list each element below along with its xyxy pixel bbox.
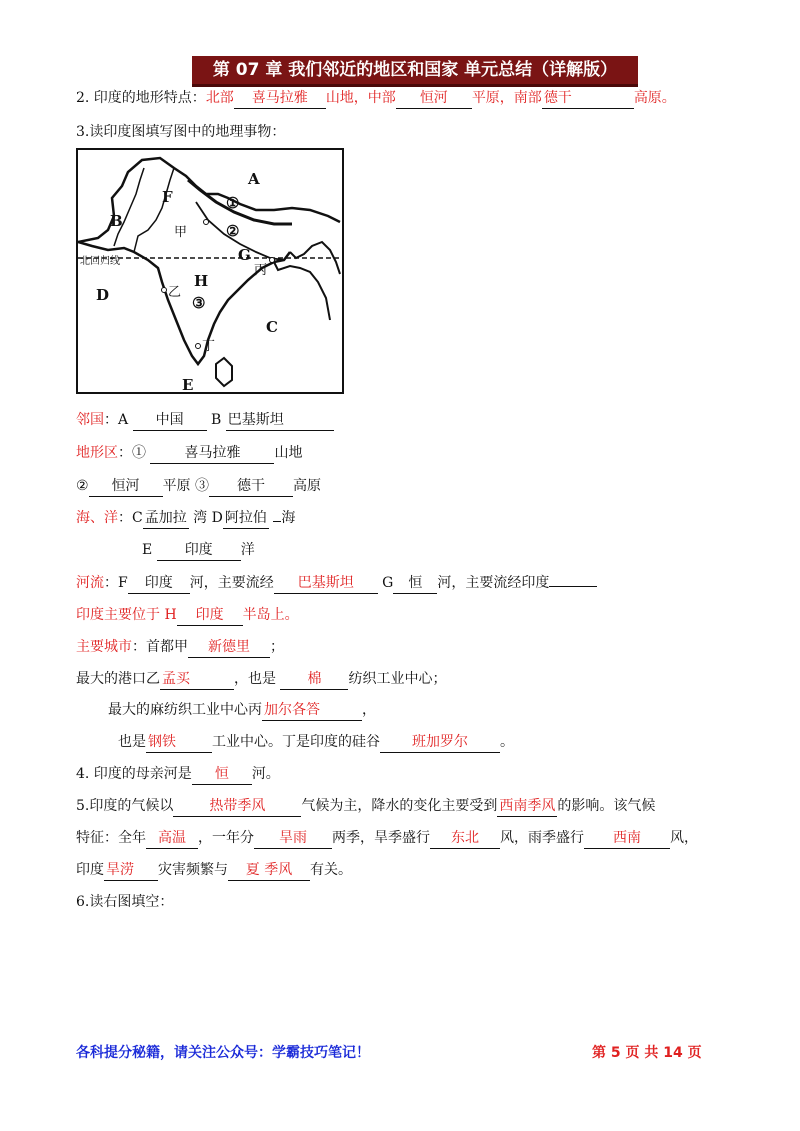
map-label-d: D: [96, 286, 110, 304]
q5-answer-6: 西南: [584, 828, 670, 849]
q5-answer-5: 东北: [430, 828, 500, 849]
q5-answer-8: 夏 季风: [228, 860, 310, 881]
terrain-circle-3: ③: [195, 478, 210, 494]
map-circle-3: ③: [192, 294, 206, 312]
peninsula-suffix: 半岛上。: [242, 607, 299, 623]
map-tropic-label: 北回归线: [80, 256, 120, 267]
cities-line-3: [108, 700, 376, 721]
map-label-g: G: [238, 246, 251, 264]
q5-line2-prefix: 特征：全年: [76, 830, 146, 846]
q5-prefix: 5.印度的气候以: [76, 798, 174, 814]
q4-answer: 恒: [192, 764, 252, 785]
rivers-answer-f2: 巴基斯坦: [274, 573, 378, 594]
q5-answer-2: 西南季风: [497, 796, 557, 817]
cities-capital-suffix: ；: [270, 639, 284, 655]
cities-line-4: [118, 732, 514, 753]
q5-answer-7: 旱涝: [104, 860, 158, 881]
q5-answer-1: 热带季风: [173, 796, 301, 817]
q2-middle-answer: 恒河: [396, 88, 472, 109]
rivers-line: [76, 573, 597, 594]
q5-mid-1: 气候为主，降水的变化主要受到: [301, 798, 498, 814]
peninsula-prefix: 印度主要位于 H: [76, 607, 177, 623]
cities-port-answer2: 棉: [280, 669, 348, 690]
terrain-circle-2: ②: [76, 478, 89, 494]
terrain-line-2: [76, 476, 321, 497]
neighbors-text-b: B: [211, 412, 222, 428]
q2-north-suffix: 山地，中部: [325, 90, 396, 106]
map-city-jia: 甲: [174, 225, 188, 240]
q4-suffix: 河。: [251, 766, 280, 782]
cities-steel-suffix: 。: [500, 734, 514, 750]
peninsula-answer: 印度: [177, 605, 243, 626]
q5-line3-prefix: 印度: [76, 862, 104, 878]
cities-line-1: [76, 637, 284, 658]
neighbors-line: [76, 410, 334, 431]
q2-middle-suffix: 平原，南部: [471, 90, 542, 106]
seas-line-1: [76, 508, 295, 529]
cities-port-prefix: 最大的港口乙: [76, 671, 160, 687]
neighbors-answer-b: 巴基斯坦: [226, 410, 334, 431]
cities-port-answer: 孟买: [160, 669, 234, 690]
cities-jute-answer: 加尔各答: [262, 700, 362, 721]
q2-south-answer: 德干: [542, 88, 634, 109]
rivers-f-mid: 河，主要流经: [189, 575, 274, 591]
q5-mid-3: ，一年分: [198, 830, 254, 846]
seas-line-2: [142, 540, 255, 561]
rivers-answer-f: 印度: [128, 573, 190, 594]
q5-mid-7: 灾害频繁与: [158, 862, 228, 878]
seas-label: 海、洋: [76, 510, 118, 526]
cities-steel-answer: 钢铁: [146, 732, 212, 753]
terrain-line-1: [76, 443, 302, 464]
peninsula-line: [76, 605, 299, 626]
q2-north-label: 北部: [205, 90, 234, 106]
footer-promo: 各科提分秘籍，请关注公众号：学霸技巧笔记！: [76, 1045, 370, 1061]
map-label-f: F: [162, 188, 173, 206]
india-map-svg: [78, 150, 342, 392]
rivers-g-mid: 河，主要流经印度: [437, 575, 550, 591]
seas-answer-c: 孟加拉: [143, 508, 189, 529]
q2-line: [76, 88, 676, 109]
q5-mid-5: 风，雨季盛行: [500, 830, 584, 846]
seas-e-suffix: 洋: [240, 542, 255, 558]
rivers-f-prefix: ：F: [104, 575, 128, 591]
footer-page-number: 第 5 页 共 14 页: [592, 1045, 702, 1061]
seas-d-suffix: 海: [281, 510, 296, 526]
terrain-answer-3: 德干: [209, 476, 293, 497]
q5-line-2: [76, 828, 698, 849]
rivers-g-prefix: G: [382, 575, 394, 591]
seas-c-prefix: ：C: [118, 510, 143, 526]
q2-south-suffix: 高原。: [633, 90, 676, 106]
rivers-label: 河流: [76, 575, 104, 591]
map-city-ding: 丁: [202, 339, 216, 354]
map-label-h: H: [194, 272, 209, 290]
map-city-bing: 丙: [254, 263, 268, 278]
map-label-e: E: [182, 376, 194, 392]
terrain-suffix-2: 平原: [162, 478, 191, 494]
neighbors-text-a: ：A: [104, 412, 129, 428]
map-circle-2: ②: [226, 222, 240, 240]
cities-jute-prefix: 最大的麻纺织工业中心丙: [108, 702, 262, 718]
terrain-circle-1: ：①: [118, 445, 146, 461]
cities-steel-answer2: 班加罗尔: [380, 732, 500, 753]
map-label-a: A: [248, 170, 260, 188]
q5-answer-3: 高温: [146, 828, 198, 849]
terrain-suffix-1: 山地: [274, 445, 303, 461]
cities-label: 主要城市: [76, 639, 132, 655]
q5-mid-6: 风，: [670, 830, 698, 846]
cities-port-suffix: 纺织工业中心；: [348, 671, 447, 687]
terrain-label: 地形区: [76, 445, 118, 461]
q3-prompt: 3.读印度图填写图中的地理事物：: [76, 124, 286, 140]
neighbors-label: 邻国: [76, 412, 104, 428]
cities-jute-suffix: ，: [362, 702, 376, 718]
seas-answer-d: 阿拉伯: [223, 508, 269, 529]
map-city-yi: 乙: [168, 285, 182, 300]
page-title: 第 07 章 我们邻近的地区和国家 单元总结（详解版）: [192, 56, 638, 87]
cities-steel-mid: 工业中心。丁是印度的硅谷: [212, 734, 380, 750]
india-map: [76, 148, 344, 394]
terrain-answer-1: 喜马拉雅: [150, 443, 274, 464]
rivers-answer-g: 恒: [393, 573, 437, 594]
q2-prefix: 2. 印度的地形特点：: [76, 90, 206, 106]
q5-mid-4: 两季，旱季盛行: [332, 830, 430, 846]
q6-prompt: 6.读右图填空：: [76, 894, 174, 910]
q5-mid-2: 的影响。该气候: [557, 798, 656, 814]
neighbors-answer-a: 中国: [133, 410, 207, 431]
seas-answer-e: 印度: [157, 540, 241, 561]
q5-line-3: [76, 860, 352, 881]
cities-port-mid: ，也是: [234, 671, 276, 687]
map-circle-1: ①: [226, 194, 240, 212]
q5-line-1: [76, 796, 655, 817]
cities-capital-answer: 新德里: [188, 637, 270, 658]
q5-answer-4: 旱雨: [254, 828, 332, 849]
seas-e-prefix: E: [142, 542, 153, 558]
q4-line: [76, 764, 280, 785]
q5-mid-8: 有关。: [310, 862, 352, 878]
map-label-b: B: [110, 212, 123, 230]
terrain-answer-2: 恒河: [89, 476, 163, 497]
seas-c-suffix: 湾 D: [193, 510, 223, 526]
map-label-c: C: [266, 318, 278, 336]
q2-north-answer: 喜马拉雅: [234, 88, 326, 109]
cities-steel-prefix: 也是: [118, 734, 146, 750]
cities-capital-prefix: ：首都甲: [132, 639, 188, 655]
terrain-suffix-3: 高原: [293, 478, 322, 494]
q4-prefix: 4. 印度的母亲河是: [76, 766, 192, 782]
cities-line-2: [76, 669, 446, 690]
